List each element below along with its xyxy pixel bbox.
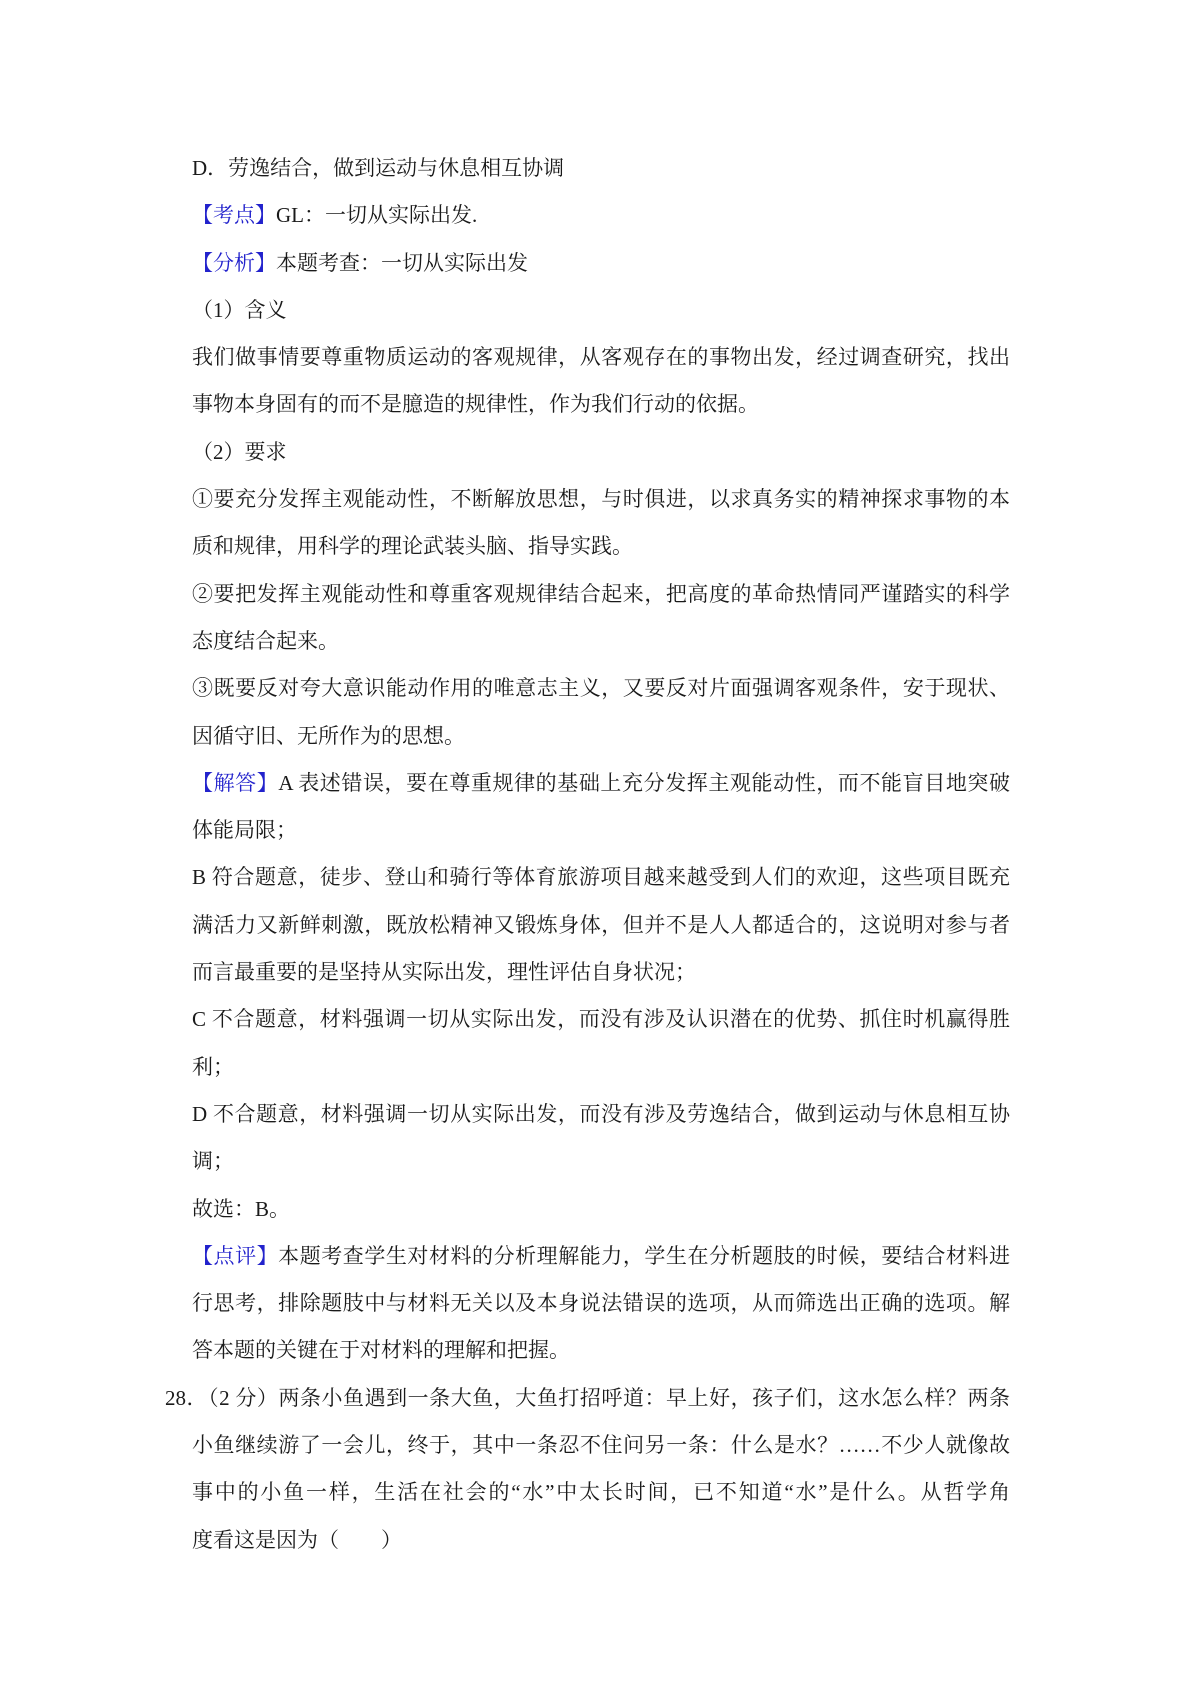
- line-text: B 符合题意，徒步、登山和骑行等体育旅游项目越来越受到人们的欢迎，这些项目既充: [192, 865, 1010, 890]
- line-text: 事物本身固有的而不是臆造的规律性，作为我们行动的依据。: [192, 392, 759, 417]
- line-text: 满活力又新鲜刺激，既放松精神又锻炼身体，但并不是人人都适合的，这说明对参与者: [192, 912, 1010, 937]
- bracket-label: 【解答】: [192, 770, 279, 795]
- text-line: [192, 902, 1010, 949]
- line-text: GL：一切从实际出发.: [276, 203, 478, 228]
- labeled-line: [192, 192, 1010, 239]
- line-text: 本题考查：一切从实际出发: [276, 250, 528, 275]
- text-line: [192, 1517, 1010, 1564]
- text-line: [192, 476, 1010, 523]
- line-text: 答本题的关键在于对材料的理解和把握。: [192, 1338, 570, 1363]
- text-line: [192, 1422, 1010, 1469]
- text-line: [192, 713, 1010, 760]
- text-line: [192, 1327, 1010, 1374]
- line-text: 我们做事情要尊重物质运动的客观规律，从客观存在的事物出发，经过调查研究，找出: [192, 345, 1010, 370]
- line-text: D．劳逸结合，做到运动与休息相互协调: [192, 156, 565, 180]
- line-text: 小鱼继续游了一会儿，终于，其中一条忍不住问另一条：什么是水？……不少人就像故: [192, 1433, 1010, 1458]
- text-line: [192, 1469, 1010, 1516]
- text-line: [192, 854, 1010, 901]
- text-line: [192, 1138, 1010, 1185]
- line-text: （2）要求: [192, 439, 287, 464]
- line-text: 行思考，排除题肢中与材料无关以及本身说法错误的选项，从而筛选出正确的选项。解: [192, 1291, 1010, 1316]
- line-text: 质和规律，用科学的理论武装头脑、指导实践。: [192, 534, 633, 559]
- line-text: 利；: [192, 1054, 234, 1079]
- line-text: 调；: [192, 1149, 234, 1174]
- line-text: 态度结合起来。: [192, 628, 339, 653]
- text-line: [192, 949, 1010, 996]
- labeled-line: [192, 240, 1010, 287]
- line-text: C 不合题意，材料强调一切从实际出发，而没有涉及认识潜在的优势、抓住时机赢得胜: [192, 1007, 1010, 1032]
- text-line: [192, 807, 1010, 854]
- text-line: [192, 618, 1010, 665]
- text-line: [192, 523, 1010, 570]
- line-text: 故选：B。: [192, 1196, 291, 1221]
- text-line: [192, 145, 1010, 192]
- line-text: 本题考查学生对材料的分析理解能力，学生在分析题肢的时候，要结合材料进: [278, 1243, 1011, 1268]
- bracket-label: 【点评】: [192, 1243, 279, 1268]
- line-text: 因循守旧、无所作为的思想。: [192, 723, 465, 748]
- text-line: [192, 1186, 1010, 1233]
- line-text: ②要把发挥主观能动性和尊重客观规律结合起来，把高度的革命热情同严谨踏实的科学: [192, 581, 1010, 606]
- line-text: 度看这是因为（ ）: [192, 1527, 402, 1552]
- text-line: [165, 1375, 1010, 1422]
- text-line: [192, 381, 1010, 428]
- text-line: [192, 1280, 1010, 1327]
- line-text: ①要充分发挥主观能动性，不断解放思想，与时俱进，以求真务实的精神探求事物的本: [192, 487, 1010, 512]
- text-line: [192, 334, 1010, 381]
- text-line: [192, 1091, 1010, 1138]
- labeled-line: [192, 1233, 1010, 1280]
- text-line: [192, 571, 1010, 618]
- line-text: A 表述错误，要在尊重规律的基础上充分发挥主观能动性，而不能盲目地突破: [278, 770, 1010, 795]
- line-text: 28．（2 分）两条小鱼遇到一条大鱼，大鱼打招呼道：早上好，孩子们，这水怎么样？两条: [165, 1385, 1010, 1410]
- labeled-line: [192, 760, 1010, 807]
- line-text: （1）含义: [192, 297, 287, 322]
- text-line: [192, 1044, 1010, 1091]
- line-text: 事中的小鱼一样，生活在社会的“水”中太长时间，已不知道“水”是什么。从哲学角: [192, 1480, 1010, 1505]
- text-line: [192, 665, 1010, 712]
- text-line: [192, 429, 1010, 476]
- line-text: 体能局限；: [192, 818, 297, 843]
- text-line: [192, 996, 1010, 1043]
- line-text: ③既要反对夸大意识能动作用的唯意志主义，又要反对片面强调客观条件，安于现状、: [192, 676, 1010, 701]
- bracket-label: 【考点】: [192, 203, 276, 228]
- bracket-label: 【分析】: [192, 250, 276, 275]
- text-line: [192, 287, 1010, 334]
- line-text: D 不合题意，材料强调一切从实际出发，而没有涉及劳逸结合，做到运动与休息相互协: [192, 1101, 1010, 1126]
- line-text: 而言最重要的是坚持从实际出发，理性评估自身状况；: [192, 960, 696, 985]
